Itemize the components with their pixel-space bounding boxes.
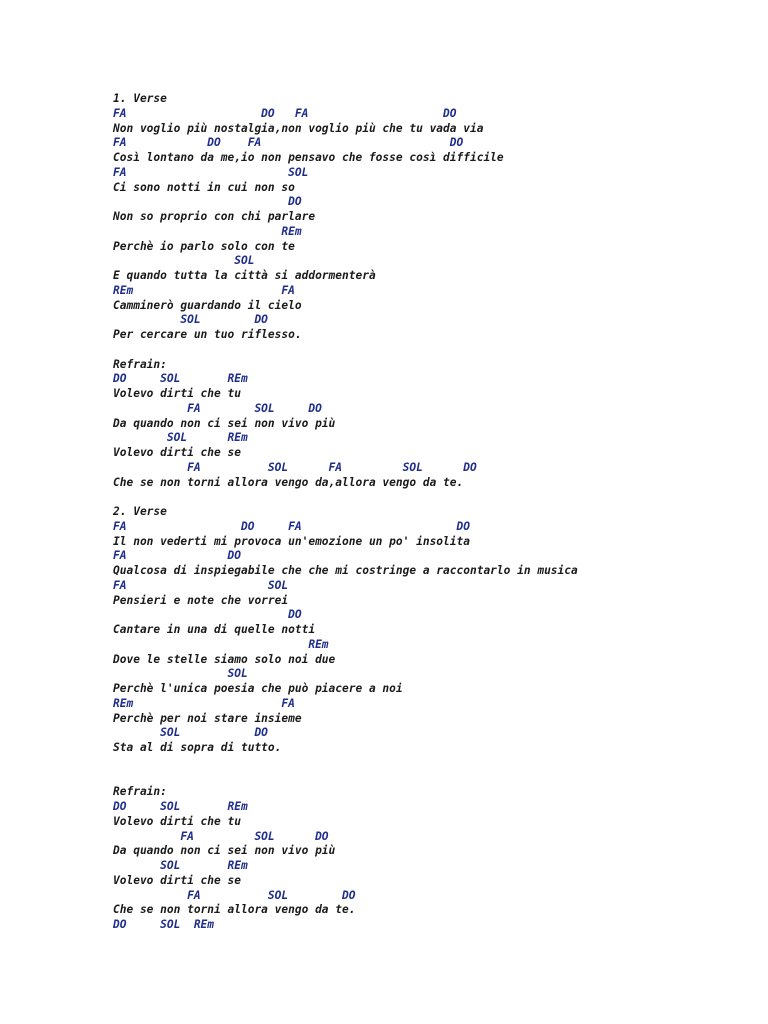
lyric-line: Così lontano da me,io non pensavo che fosse così difficile: [113, 151, 504, 164]
chord-line: DO SOL REm: [113, 372, 248, 386]
lyric-line: Non so proprio con chi parlare: [113, 210, 316, 223]
chord-line: DO: [113, 608, 302, 622]
lyric-line: Camminerò guardando il cielo: [113, 298, 302, 312]
chord-line: FA DO FA DO: [113, 106, 457, 120]
chord-line: SOL: [113, 254, 255, 268]
chord-line: FA SOL DO: [113, 401, 322, 415]
lyric-line: Da quando non ci sei non vivo più: [113, 844, 336, 858]
lyric-line: Perchè l'unica poesia che può piacere a noi: [113, 682, 403, 695]
lyric-line: Da quando non ci sei non vivo più: [113, 416, 336, 430]
lyric-line: Volevo dirti che tu: [113, 814, 241, 828]
chord-line: SOL: [113, 667, 248, 681]
lyric-line: Pensieri e note che vorrei: [113, 593, 289, 607]
lyric-line: Refrain:: [113, 785, 167, 799]
chord-line: FA SOL: [113, 165, 309, 179]
chord-line: FA SOL FA SOL DO: [113, 460, 477, 474]
chord-sheet: [113, 92, 753, 933]
lyric-line: Perchè io parlo solo con te: [113, 239, 295, 253]
lyric-line: Ci sono notti in cui non so: [113, 180, 295, 194]
lyric-line: Per cercare un tuo riflesso.: [113, 328, 302, 341]
blank-line: [113, 490, 753, 505]
chord-line: DO SOL REm: [113, 918, 215, 931]
lyric-line: 1. Verse: [113, 92, 167, 105]
lyric-line: Sta al di sopra di tutto.: [113, 741, 282, 754]
chord-line: FA SOL DO: [113, 888, 356, 902]
lyric-line: Volevo dirti che tu: [113, 387, 241, 400]
lyric-line: Qualcosa di inspiegabile che che mi costringe a raccontarlo in musica: [113, 564, 578, 577]
lyric-line: Che se non torni allora vengo da,allora vengo da te.: [113, 475, 464, 489]
chord-line: SOL REm: [113, 431, 248, 445]
blank-line: [113, 343, 753, 358]
chord-line: REm: [113, 637, 329, 651]
lyric-line: Il non vederti mi provoca un'emozione un po' insolita: [113, 534, 470, 548]
lyric-line: Refrain:: [113, 357, 167, 371]
lyric-line: Perchè per noi stare insieme: [113, 711, 302, 725]
chord-line: SOL DO: [113, 726, 268, 740]
chord-line: FA DO FA DO: [113, 519, 470, 533]
chord-line: REm FA: [113, 283, 295, 297]
blank-line: [113, 771, 753, 786]
chord-line: SOL DO: [113, 313, 268, 327]
chord-line: FA DO FA DO: [113, 136, 464, 150]
lyric-line: Cantare in una di quelle notti: [113, 623, 316, 636]
chord-line: DO SOL REm: [113, 800, 248, 813]
chord-line: FA DO: [113, 549, 241, 563]
lyric-line: Volevo dirti che se: [113, 446, 241, 459]
blank-line: [113, 756, 753, 771]
chord-line: REm FA: [113, 696, 295, 710]
lyric-line: Che se non torni allora vengo da te.: [113, 903, 356, 917]
chord-line: FA SOL DO: [113, 829, 329, 843]
lyric-line: Volevo dirti che se: [113, 873, 241, 887]
chord-line: DO: [113, 195, 302, 209]
lyric-line: E quando tutta la città si addormenterà: [113, 269, 376, 282]
lyric-line: Non voglio più nostalgia,non voglio più che tu vada via: [113, 121, 484, 135]
lyric-line: 2. Verse: [113, 505, 167, 518]
lyric-line: Dove le stelle siamo solo noi due: [113, 652, 336, 666]
chord-line: SOL REm: [113, 859, 248, 872]
chord-line: REm: [113, 224, 302, 238]
chord-line: FA SOL: [113, 578, 289, 592]
